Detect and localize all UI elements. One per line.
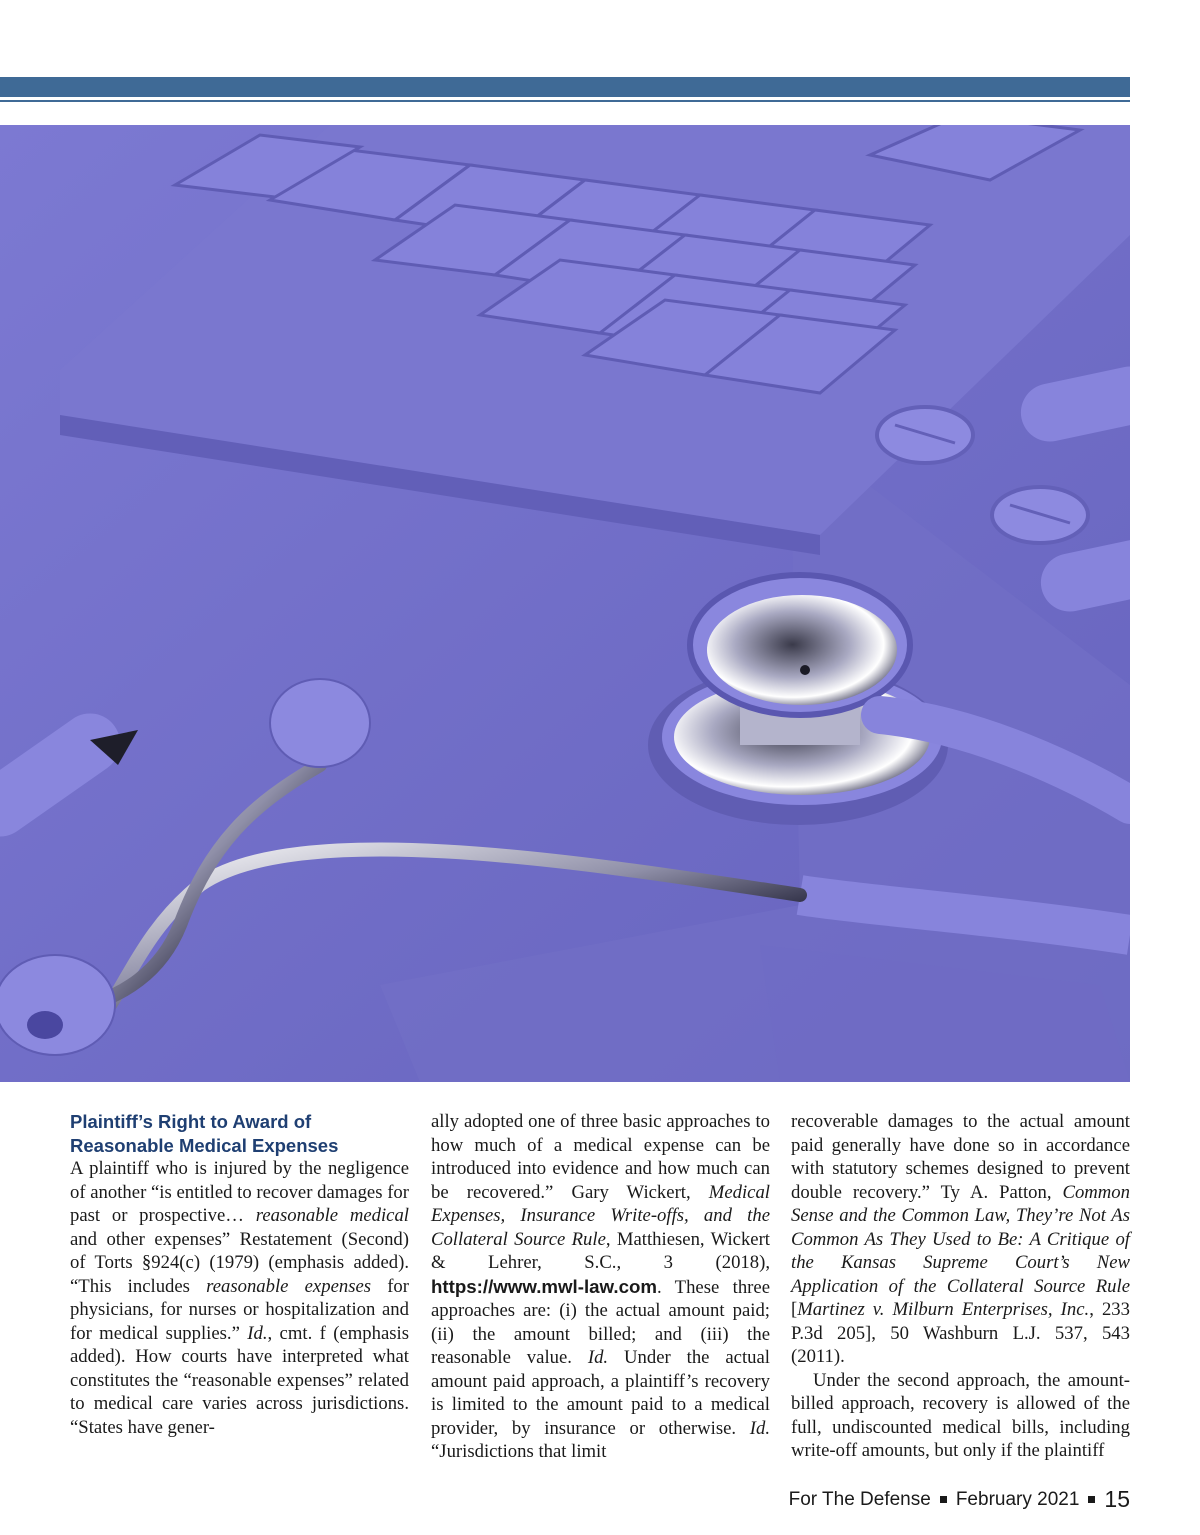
section-heading — [70, 1110, 409, 1157]
separator-square-icon — [1088, 1496, 1095, 1503]
hero-image — [0, 125, 1130, 1082]
text-run-italic: Id. — [749, 1417, 770, 1439]
text-run-italic: Martinez v. Milburn Enterprises, Inc. — [797, 1299, 1090, 1320]
paragraph: Under the second approach, the amount-billed approach, recovery is allowed of the full, undiscounted medical bills, including write-off amounts, but only if the plaintiff — [791, 1369, 1130, 1461]
text-run: recoverable damages to the actual amount paid generally have done so in accordance with statutory schemes designed to prevent double recovery.” Ty A. Patton, — [791, 1111, 1130, 1203]
text-run: , cmt. f (emphasis added). How courts have interpreted what constitutes the “reasonable expenses” related to medical care varies across jurisdictions. “States have gener- — [70, 1322, 409, 1438]
text-run: Under the actual amount paid approach, a plaintiff’s recovery is limited to the amount paid to a medical provider, by insurance or otherwise. — [431, 1347, 770, 1439]
url-link[interactable]: https://www.mwl-law.com — [431, 1275, 657, 1297]
text-run-italic: Common Sense and the Common Law, They’re Not As Common As They Used to Be: A Critique of the Kansas Supreme Court’s New Application of the Collateral Source Rule — [791, 1181, 1130, 1297]
article-column-2 — [431, 1110, 770, 1464]
text-run: and other expenses” Restatement (Second) of Torts §924(c) (1979) (emphasis added). “This includes — [70, 1228, 409, 1297]
text-run-italic: Id. — [247, 1322, 268, 1344]
page-footer — [789, 1486, 1130, 1513]
text-run: . These three approaches are: (i) the actual amount paid; (ii) the amount billed; and (iii) the reasonable value. — [431, 1276, 770, 1368]
paragraph — [431, 1110, 770, 1464]
section-heading-line2: Reasonable Medical Expenses — [70, 1134, 339, 1156]
section-heading-line1: Plaintiff’s Right to Award of — [70, 1111, 312, 1132]
text-run-italic: Medical Expenses, Insurance Write-offs, and the Collateral Source Rule — [431, 1181, 770, 1250]
header-rule — [0, 100, 1130, 102]
publication-name: For The Defense — [788, 1488, 931, 1510]
text-run: for physicians, for nurses or hospitalization and for medical supplies.” — [70, 1275, 409, 1344]
article-column-3 — [791, 1110, 1130, 1463]
header-accent-bar — [0, 77, 1130, 97]
paragraph — [70, 1157, 409, 1439]
text-run: [ — [791, 1299, 798, 1320]
paragraph — [791, 1110, 1130, 1369]
separator-square-icon — [940, 1496, 947, 1503]
article-column-1 — [70, 1110, 409, 1439]
issue-date: February 2021 — [955, 1488, 1080, 1510]
text-run: A plaintiff who is injured by the negligence of another “is entitled to recover damages for past or prospective… — [70, 1158, 409, 1226]
text-run: ally adopted one of three basic approaches to how much of a medical expense can be introduced into evidence and how much can be recovered.” Gary Wickert, — [431, 1111, 770, 1203]
page-number: 15 — [1104, 1486, 1130, 1512]
text-run-italic: reasonable expenses — [206, 1275, 372, 1297]
stethoscope-calculator-icon — [0, 125, 1130, 1082]
text-run: “Jurisdictions that limit — [431, 1441, 607, 1462]
text-run-italic: Id. — [587, 1347, 609, 1368]
text-run: , 233 P.3d 205], 50 Washburn L.J. 537, 543 (2011). — [791, 1299, 1130, 1367]
text-run: , Matthiesen, Wickert & Lehrer, S.C., 3 (2018), — [431, 1228, 770, 1273]
text-run-italic: reasonable medical — [255, 1205, 409, 1226]
